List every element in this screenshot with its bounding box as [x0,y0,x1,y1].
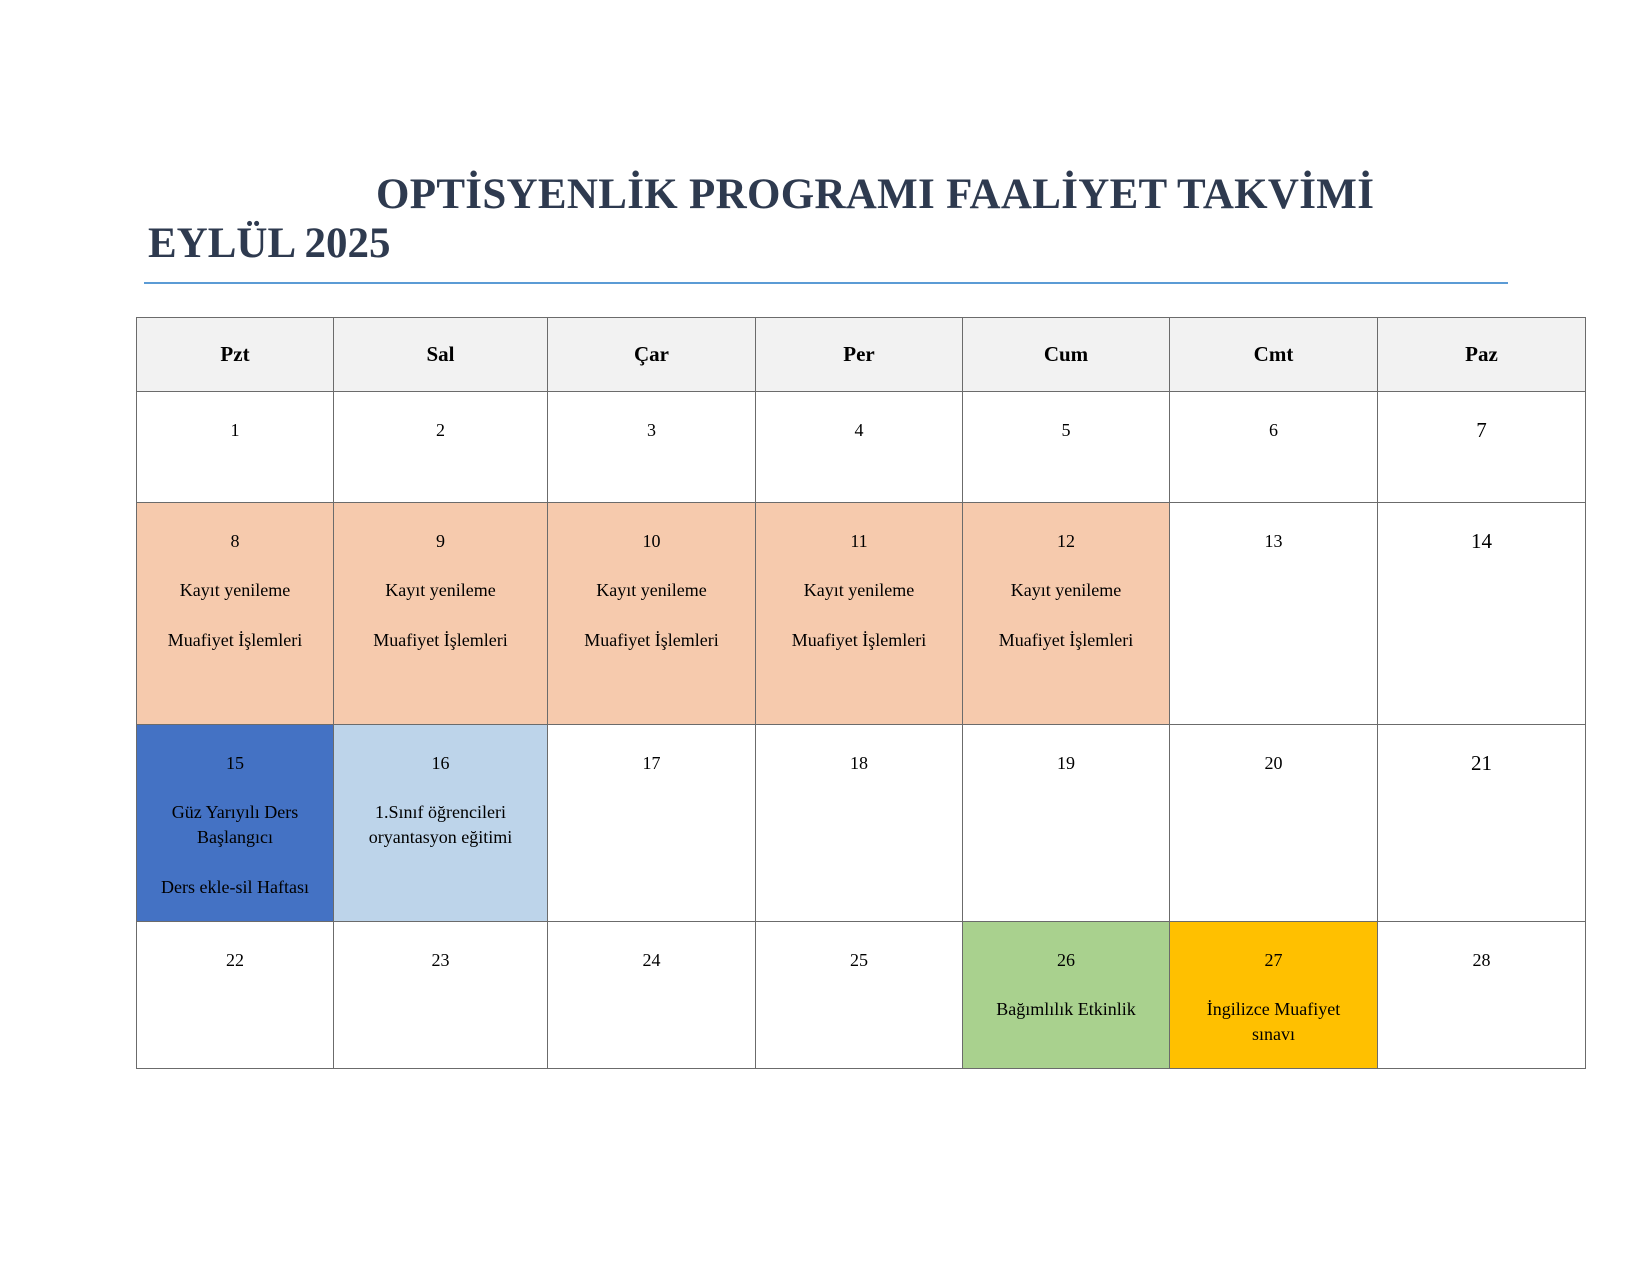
event-label: Kayıt yenileme [179,580,291,600]
event-label: Kayıt yenileme [1010,580,1122,600]
day-cell [1378,922,1586,1069]
day-cell [756,922,963,1069]
week-row [137,503,1586,725]
title-divider [144,282,1508,284]
day-cell-orientation [334,725,548,922]
day-number: 4 [854,420,864,440]
day-cell [756,725,963,922]
weekday-header: Sal [334,318,548,392]
day-number: 15 [226,753,244,773]
weekday-header: Per [756,318,963,392]
day-cell [1170,392,1378,503]
day-cell [1378,725,1586,922]
day-number: 18 [850,753,868,773]
day-cell [137,392,334,503]
week-row [137,922,1586,1069]
event-label: Muafiyet İşlemleri [791,630,927,650]
weekday-header: Cum [963,318,1170,392]
day-cell [756,392,963,503]
day-cell-event [963,922,1170,1069]
day-number: 6 [1269,420,1278,440]
day-number: 21 [1471,751,1492,775]
day-number: 23 [431,950,450,970]
day-cell [1170,725,1378,922]
day-cell-exam [1170,922,1378,1069]
day-cell [334,392,548,503]
week-row [137,392,1586,503]
day-number: 22 [226,950,244,970]
day-number: 14 [1471,529,1492,553]
day-number: 10 [642,531,661,551]
day-cell-registration [548,503,756,725]
event-label: Güz Yarıyılı Ders Başlangıcı [171,802,299,847]
day-cell [1170,503,1378,725]
day-cell [548,725,756,922]
day-cell-registration [963,503,1170,725]
weekday-header-row [137,318,1586,392]
day-cell [963,392,1170,503]
day-cell-registration [137,503,334,725]
day-number: 24 [642,950,661,970]
day-number: 5 [1061,420,1071,440]
event-label: Kayıt yenileme [385,580,496,600]
day-number: 2 [436,420,445,440]
event-label: Muafiyet İşlemleri [584,630,719,650]
page-title: OPTİSYENLİK PROGRAMI FAALİYET TAKVİMİ [376,171,1375,218]
day-number: 11 [850,531,868,551]
day-number: 8 [230,531,240,551]
week-row [137,725,1586,922]
day-cell [1378,392,1586,503]
month-title: EYLÜL 2025 [148,220,391,267]
day-number: 20 [1264,753,1283,773]
day-cell [963,725,1170,922]
day-cell-registration [756,503,963,725]
weekday-header: Cmt [1170,318,1378,392]
event-label: Muafiyet İşlemleri [998,630,1134,650]
day-cell [548,392,756,503]
day-cell [1378,503,1586,725]
event-label: İngilizce Muafiyet sınavı [1206,999,1341,1044]
event-label: Ders ekle-sil Haftası [161,877,309,897]
day-cell-registration [334,503,548,725]
event-label: Muafiyet İşlemleri [167,630,303,650]
day-number: 16 [431,753,450,773]
calendar-table [136,317,1586,1069]
day-number: 17 [642,753,661,773]
day-number: 19 [1057,753,1075,773]
weekday-header: Çar [548,318,756,392]
weekday-header: Pzt [137,318,334,392]
day-number: 27 [1264,950,1283,970]
day-number: 9 [436,531,445,551]
day-cell-semester-start [137,725,334,922]
event-label: Kayıt yenileme [803,580,915,600]
day-cell [334,922,548,1069]
day-number: 13 [1264,531,1283,551]
day-number: 25 [850,950,868,970]
day-number: 12 [1057,531,1075,551]
day-cell [548,922,756,1069]
day-number: 7 [1476,418,1487,442]
day-number: 1 [230,420,240,440]
event-label: Muafiyet İşlemleri [373,630,508,650]
day-number: 26 [1057,950,1075,970]
day-cell [137,922,334,1069]
weekday-header: Paz [1378,318,1586,392]
event-label: 1.Sınıf öğrencileri oryantasyon eğitimi [368,802,513,847]
day-number: 28 [1472,950,1491,970]
event-label: Kayıt yenileme [596,580,707,600]
event-label: Bağımlılık Etkinlik [996,999,1136,1019]
day-number: 3 [647,420,656,440]
